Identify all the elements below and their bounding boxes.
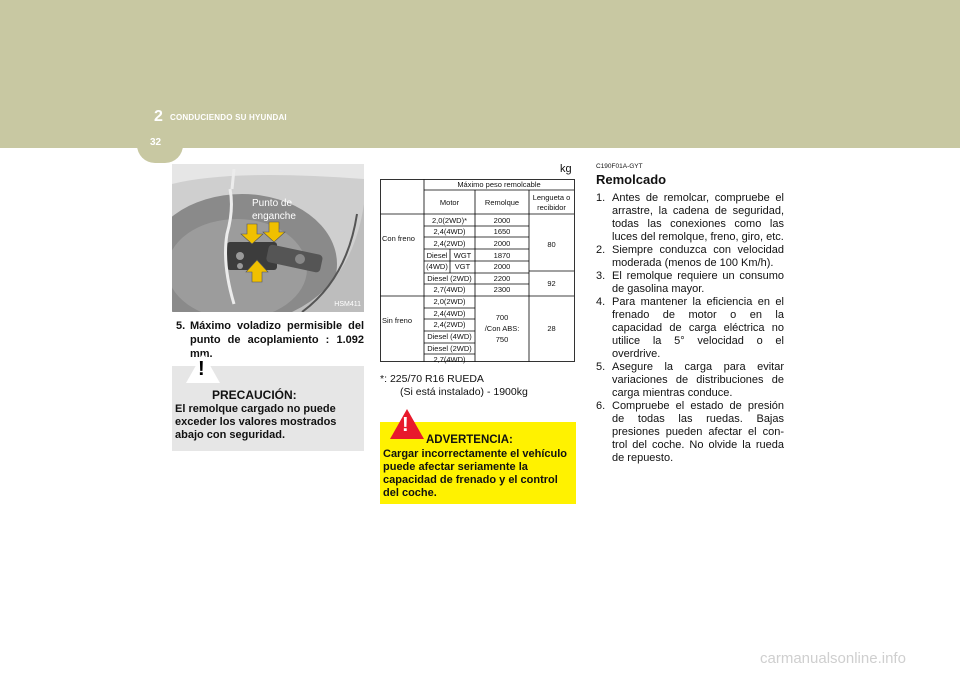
note-line1: 225/70 R16 RUEDA bbox=[389, 373, 484, 385]
motor-cell: 2,4(4WD) bbox=[433, 309, 466, 318]
hitch-illustration bbox=[172, 164, 364, 312]
motor-cell: 2,0(2WD)* bbox=[431, 216, 467, 225]
column-lengueta: Lengueta o recibidor bbox=[532, 193, 571, 212]
chapter-number: 2 bbox=[154, 108, 163, 125]
lengueta-cell: 80 bbox=[547, 240, 556, 249]
step-number: 3. bbox=[596, 270, 606, 282]
motor-cell: (4WD) bbox=[426, 262, 448, 271]
sin-freno-remolque-line3: 750 bbox=[495, 335, 509, 344]
caution-title: PRECAUCIÓN: bbox=[212, 388, 297, 402]
step-5-text: Máximo voladizo permisible del punto de acoplamiento : 1.092 mm. bbox=[190, 320, 364, 360]
section-title: Remolcado bbox=[596, 172, 667, 187]
motor-cell: VGT bbox=[454, 262, 471, 271]
list-item bbox=[596, 296, 784, 361]
remolque-cell: 2000 bbox=[493, 239, 511, 248]
remolque-cell: 2200 bbox=[493, 274, 511, 283]
hitch-photo bbox=[172, 164, 364, 312]
motor-cell: 2,7(4WD) bbox=[433, 355, 466, 364]
sin-freno-remolque-line2: /Con ABS: bbox=[484, 324, 520, 333]
chapter-title: CONDUCIENDO SU HYUNDAI bbox=[170, 113, 287, 122]
step-text: Para mantener la eficiencia en el frenado de motor o en la capacidad de carga eléctrica no utilice la 5° velocidad o el overdrive. bbox=[612, 296, 784, 360]
motor-cell: 2,0(2WD) bbox=[433, 297, 466, 306]
step-number: 1. bbox=[596, 192, 606, 204]
step-number: 5. bbox=[596, 361, 606, 373]
motor-cell: 2,7(4WD) bbox=[433, 285, 466, 294]
step-text: El remolque requiere un consumo de gasolina mayor. bbox=[612, 270, 784, 295]
column-remolque: Remolque bbox=[484, 198, 520, 207]
warning-text: Cargar incorrectamente el vehículo puede afectar seriamente la capacidad de frenado y el control del coche. bbox=[383, 448, 568, 499]
motor-cell: 2,4(2WD) bbox=[433, 239, 466, 248]
figure-code: HSM411 bbox=[334, 301, 361, 308]
motor-cell: 2,4(2WD) bbox=[433, 320, 466, 329]
photo-label-line1: Punto de bbox=[252, 198, 293, 209]
exclamation-icon: ! bbox=[198, 358, 205, 380]
caution-text: El remolque cargado no puede exceder los valores mostrados abajo con seguridad. bbox=[175, 403, 337, 441]
step-text: Siempre conduzca con velocidad moderada (menos de 100 Km/h). bbox=[612, 244, 784, 269]
photo-label bbox=[252, 197, 312, 223]
table-unit: kg bbox=[560, 163, 572, 175]
lengueta-cell: 28 bbox=[547, 324, 556, 333]
exclamation-icon: ! bbox=[402, 414, 409, 436]
remolque-cell: 1650 bbox=[493, 227, 511, 236]
towing-weight-table bbox=[380, 179, 575, 362]
remolque-cell: 2300 bbox=[493, 285, 511, 294]
motor-cell: Diesel (2WD) bbox=[427, 344, 472, 353]
photo-label-line2: enganche bbox=[252, 211, 296, 222]
towing-steps bbox=[596, 192, 784, 465]
step-text: Antes de remolcar, compruebe el arrastre, la cadena de seguridad, todas las conexiones como las luces del remolque, freno, giro, etc. bbox=[612, 192, 784, 243]
column-motor: Motor bbox=[439, 198, 460, 207]
list-item bbox=[596, 400, 784, 465]
step-5-number: 5. bbox=[176, 320, 186, 332]
row-label-sin-freno: Sin freno bbox=[382, 316, 413, 325]
remolque-cell: 1870 bbox=[493, 251, 511, 260]
watermark: carmanualsonline.info bbox=[760, 650, 906, 667]
section-code: C190F01A-GYT bbox=[596, 163, 643, 170]
motor-cell: Diesel bbox=[426, 251, 448, 260]
step-number: 2. bbox=[596, 244, 606, 256]
warning-title: ADVERTENCIA: bbox=[426, 434, 513, 446]
step-text: Asegure la carga para evitar variaciones de distribuciones de carga mientras conduce. bbox=[612, 361, 784, 399]
motor-cell: Diesel (4WD) bbox=[427, 332, 472, 341]
note-line2: (Si está instalado) - 1900kg bbox=[400, 386, 528, 398]
caution-box bbox=[172, 358, 364, 451]
remolque-cell: 2000 bbox=[493, 262, 511, 271]
step-number: 6. bbox=[596, 400, 606, 412]
tire-note bbox=[380, 373, 576, 399]
list-item bbox=[596, 361, 784, 400]
list-item bbox=[596, 270, 784, 296]
motor-cell: WGT bbox=[453, 251, 472, 260]
step-number: 4. bbox=[596, 296, 606, 308]
row-label-con-freno: Con freno bbox=[382, 234, 415, 243]
note-marker: *: bbox=[380, 373, 388, 385]
step-text: Compruebe el estado de presión de todas las ruedas. Bajas presiones pueden afectar el con-trol del coche. No olvide la rueda de repuesto. bbox=[612, 400, 784, 464]
chapter-header bbox=[0, 0, 960, 148]
list-item bbox=[596, 244, 784, 270]
table-header-group: Máximo peso remolcable bbox=[457, 180, 541, 189]
motor-cell: 2,4(4WD) bbox=[433, 227, 466, 236]
warning-box bbox=[380, 414, 576, 504]
lengueta-cell: 92 bbox=[547, 279, 556, 288]
remolque-cell: 2000 bbox=[493, 216, 511, 225]
sin-freno-remolque-line1: 700 bbox=[495, 313, 509, 322]
page-number: 32 bbox=[150, 137, 162, 148]
motor-cell: Diesel (2WD) bbox=[427, 274, 472, 283]
list-item bbox=[596, 192, 784, 244]
